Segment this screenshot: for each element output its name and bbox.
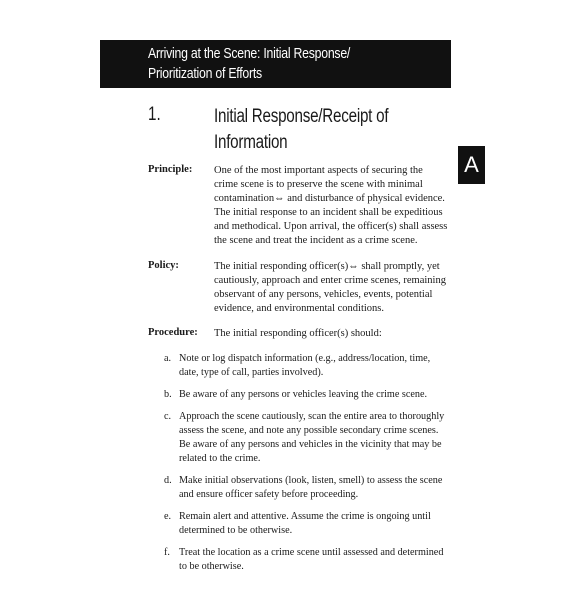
list-marker: e. [164, 511, 172, 522]
chapter-tab: A [458, 146, 485, 184]
list-marker: c. [164, 411, 172, 422]
policy-text [214, 260, 454, 316]
list-line: Make initial observations (look, listen, smell) to assess the scene [179, 475, 443, 486]
list-marker: f. [164, 547, 170, 558]
chapter-header-bar [100, 40, 451, 88]
principle-line: The initial response to an incident shall be expeditious [214, 207, 443, 218]
principle-line: contamination⇔ and disturbance of physical evidence. [214, 193, 445, 204]
list-line: Remain alert and attentive. Assume the crime is ongoing until [179, 511, 431, 522]
procedure-list [164, 352, 464, 582]
chapter-title-line-1: Arriving at the Scene: Initial Response/ [148, 45, 351, 62]
list-line: related to the crime. [179, 453, 261, 464]
list-item [164, 510, 464, 538]
policy-line: evidence, and environmental conditions. [214, 303, 384, 314]
principle-line: and methodical. Upon arrival, the officer(s) shall assess [214, 221, 448, 232]
list-item [164, 546, 464, 574]
policy-label: Policy: [148, 260, 179, 271]
list-item [164, 352, 464, 380]
list-line: Be aware of any persons or vehicles leaving the crime scene. [179, 389, 428, 400]
section-title-line-2: Information [214, 132, 288, 153]
principle-line: One of the most important aspects of securing the [214, 165, 423, 176]
principle-line: the scene and treat the incident as a crime scene. [214, 235, 418, 246]
policy-line: cautiously, approach and enter crime scenes, remaining [214, 275, 446, 286]
principle-line: crime scene is to preserve the scene with minimal [214, 179, 423, 190]
list-item [164, 474, 464, 502]
procedure-label: Procedure: [148, 327, 198, 338]
principle-label: Principle: [148, 164, 193, 175]
policy-line: The initial responding officer(s)⇔ shall promptly, yet [214, 261, 440, 272]
chapter-title-line-2: Prioritization of Efforts [148, 65, 262, 82]
list-item [164, 388, 464, 402]
list-line: and ensure officer safety before proceeding. [179, 489, 359, 500]
section-title-line-1: Initial Response/Receipt of [214, 106, 389, 127]
section-title [214, 104, 388, 156]
list-line: determined to be otherwise. [179, 525, 293, 536]
list-marker: d. [164, 475, 172, 486]
list-line: Treat the location as a crime scene until assessed and determined [179, 547, 444, 558]
list-line: Note or log dispatch information (e.g., address/location, time, [179, 353, 431, 364]
list-line: to be otherwise. [179, 561, 244, 572]
list-marker: a. [164, 353, 172, 364]
list-marker: b. [164, 389, 172, 400]
section-number: 1. [148, 104, 161, 125]
list-line: Be aware of any persons and vehicles in the vicinity that may be [179, 439, 442, 450]
list-item [164, 410, 464, 466]
list-line: assess the scene, and note any possible secondary crime scenes. [179, 425, 439, 436]
list-line: Approach the scene cautiously, scan the entire area to thoroughly [179, 411, 445, 422]
principle-text [214, 164, 454, 248]
policy-line: observant of any persons, vehicles, events, potential [214, 289, 433, 300]
list-line: date, type of call, parties involved). [179, 367, 324, 378]
procedure-intro: The initial responding officer(s) should: [214, 328, 382, 339]
